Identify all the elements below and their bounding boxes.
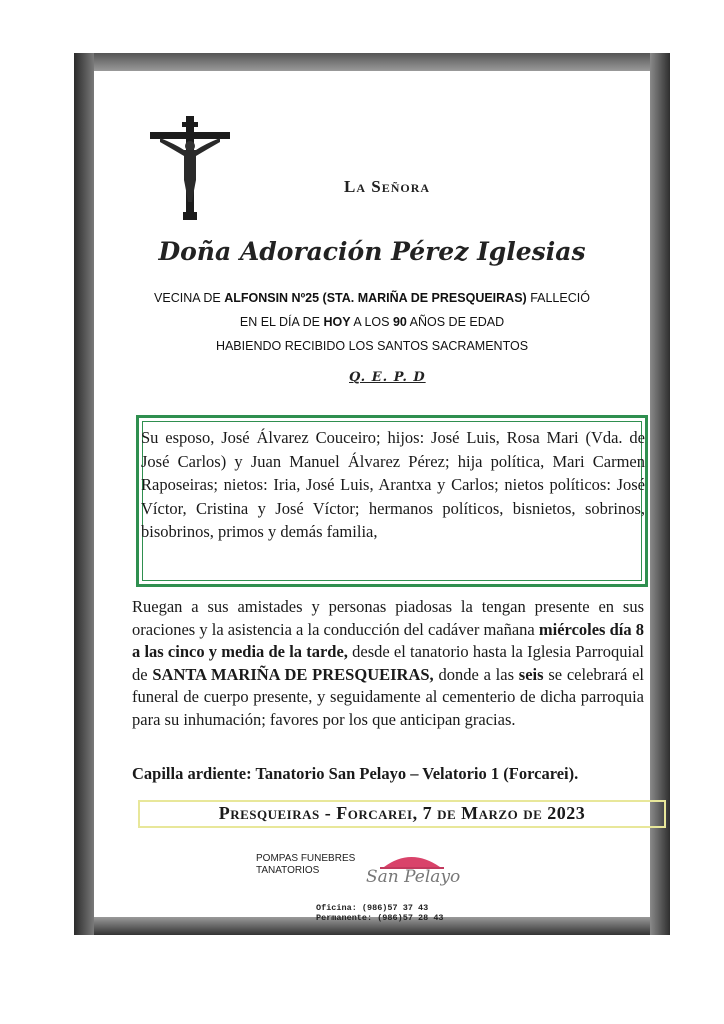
announcement-text: se celebrará el funeral de cuerpo presente, y seguidamente al cementerio de dicha parroquia para su inhumación; favores por los que anticipan gracias.: [132, 664, 644, 729]
announcement-when: miércoles día 8 a las cinco y media de la tarde,: [132, 619, 644, 661]
info-text: A LOS: [350, 315, 393, 329]
company-line-1: POMPAS FUNEBRES: [256, 853, 356, 864]
qepd-mark: Q. E. P. D: [349, 370, 426, 385]
info-text: AÑOS DE EDAD: [406, 315, 505, 329]
family-list: Su esposo, José Álvarez Couceiro; hijos: José Luis, Rosa Mari (Vda. de José Carlos) y Juan Manuel Álvarez Pérez; hija política, Mari Carmen Raposeiras; nietos: Iria, José Luis, Arantxa y Carlos; nietos políticos: José Víctor, Cristina y José Víctor; hermanos políticos, bisnietos, sobrinos, bisobrinos, primos y demás familia,: [141, 428, 645, 541]
announcement-text: desde el tanatorio hasta la Iglesia Parroquial de: [132, 642, 644, 684]
info-line-residence: [94, 291, 650, 305]
info-age: 90: [392, 315, 407, 329]
funeral-announcement: [132, 596, 644, 731]
logo-text: San Pelayo: [366, 867, 461, 887]
funeral-company: [256, 853, 355, 877]
frame-top-edge: [74, 53, 670, 71]
announcement-church: SANTA MARIÑA DE PRESQUEIRAS,: [152, 664, 434, 684]
place-date: Presqueiras - Forcarei, 7 de Marzo de 2023: [218, 803, 586, 823]
office-phone: Oficina: (986)57 37 43: [316, 903, 429, 913]
title-lady: La Señora: [344, 177, 431, 196]
info-text: EN EL DÍA DE: [239, 315, 324, 329]
contact-info: [316, 903, 444, 923]
info-text: VECINA DE: [154, 291, 225, 305]
wake-location: Capilla ardiente: Tanatorio San Pelayo – Velatorio 1 (Forcarei).: [132, 764, 579, 783]
mourning-frame: [74, 53, 670, 935]
permanent-phone: Permanente: (986)57 28 43: [316, 913, 444, 923]
info-address: ALFONSIN Nº25: [224, 291, 320, 305]
announcement-hour: seis: [518, 664, 544, 684]
info-line-sacraments: HABIENDO RECIBIDO LOS SANTOS SACRAMENTOS: [215, 339, 529, 353]
obituary-card: [94, 71, 650, 923]
info-text: FALLECIÓ: [526, 291, 590, 305]
announcement-text: donde a las: [433, 664, 519, 684]
info-day: HOY: [323, 315, 351, 329]
frame-left-edge: [74, 53, 94, 935]
info-parish: (STA. MARIÑA DE PRESQUEIRAS): [319, 291, 527, 305]
company-line-2: TANATORIOS: [256, 865, 320, 876]
crucifix-icon: [150, 116, 230, 220]
deceased-name: Doña Adoración Pérez Iglesias: [158, 237, 586, 266]
announcement-text: Ruegan a sus amistades y personas piadosas la tengan presente en sus oraciones y la asistencia a la conducción del cadáver mañana: [132, 597, 644, 639]
info-line-age: [94, 315, 650, 329]
